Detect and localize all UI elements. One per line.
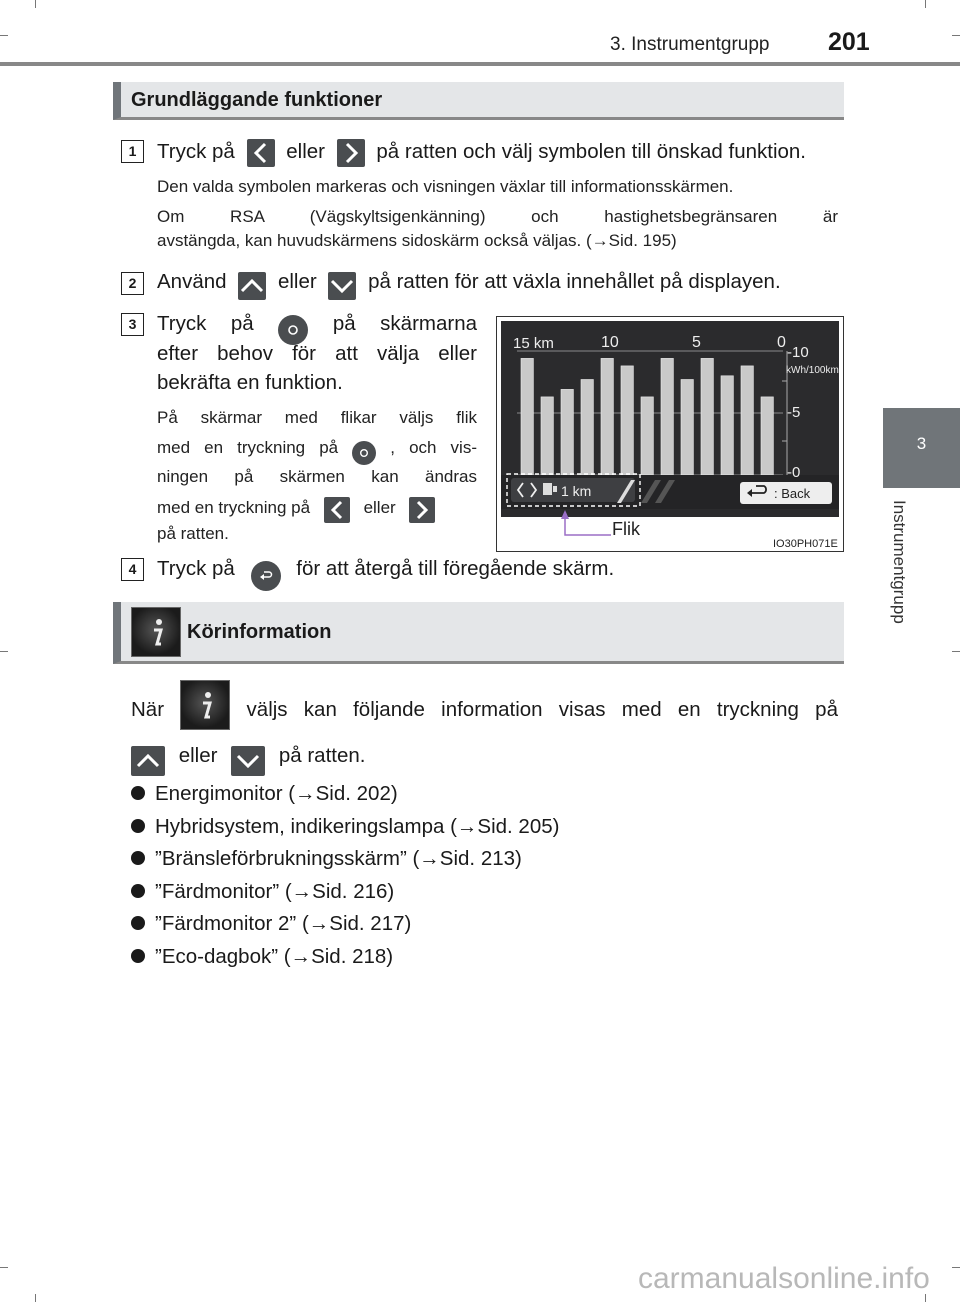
bullet-icon [131,786,145,800]
up-arrow-button-icon [238,272,266,300]
down-arrow-button-icon [231,746,265,776]
watermark: carmanualsonline.info [638,1262,930,1295]
callout-label: Flik [612,519,640,539]
chart-bar [521,358,533,475]
bullet-icon [131,949,145,963]
x-label-0: 0 [777,334,786,351]
chart-bar [581,380,593,476]
chapter-title: 3. Instrumentgrupp [610,34,770,55]
bullet-icon [131,884,145,898]
crop-mark [0,651,8,652]
up-arrow-button-icon [131,746,165,776]
left-arrow-button-icon [247,139,275,167]
crop-mark [925,0,926,8]
chart-bar [661,358,673,475]
crop-mark [952,1267,960,1268]
y-label: -0 [787,464,801,481]
section-bar-drive-info [113,602,844,664]
list-item: Hybridsystem, indikeringslampa (→Sid. 205) [131,815,559,839]
step-number: 3 [121,313,144,336]
chapter-tab: 3 [883,408,960,488]
chart-bar [761,397,773,475]
bullet-icon [131,916,145,930]
ok-button-icon [352,441,376,465]
right-arrow-button-icon [337,139,365,167]
section-title: Grundläggande funktioner [131,89,383,111]
chart-bar [621,366,633,475]
step3-note: med en tryckning på eller [157,497,435,523]
info-icon [131,607,181,657]
step3-text: efter behov för att välja eller [157,342,477,365]
page-number: 201 [828,28,870,56]
back-button-icon [251,561,281,591]
step3-text: bekräfta en funktion. [157,371,343,394]
step1-note: Om RSA (Vägskyltsigenkänning) och hastighetsbegränsaren är [157,207,838,226]
crop-mark [35,1294,36,1302]
ok-button-icon [278,315,308,345]
step1-note: avstängda, kan huvudskärmens sidoskärm också väljas. (→Sid. 195) [157,231,677,250]
step-number: 1 [121,140,144,163]
list-item: ”Bränsleförbrukningsskärm” (→Sid. 213) [131,847,522,871]
drive-info-intro: eller på ratten. [131,744,365,776]
chapter-tab-label: Instrumentgrupp [890,500,909,624]
display-figure [496,316,844,552]
x-label-15km: 15 km [513,335,554,352]
step-number: 2 [121,272,144,295]
crop-mark [0,35,8,36]
list-item: ”Färdmonitor 2” (→Sid. 217) [131,912,411,936]
chart-bar [741,366,753,475]
chart-bar [561,389,573,475]
chart-bar [601,358,613,475]
list-item: ”Eco-dagbok” (→Sid. 218) [131,945,393,969]
step3-note: ningen på skärmen kan ändras [157,467,477,486]
bullet-icon [131,851,145,865]
y-label: -5 [787,404,801,421]
step1-text: Tryck på eller på ratten och välj symbolen till önskad funktion. [157,139,806,167]
chart-bar [721,376,733,475]
unit-label: kWh/100km [786,365,839,376]
section-bar-basic [113,82,844,120]
step-number: 4 [121,558,144,581]
crop-mark [35,0,36,8]
crop-mark [0,1267,8,1268]
step3-note: på ratten. [157,524,229,543]
step3-note: På skärmar med flikar väljs flik [157,408,477,427]
y-label: -10 [787,344,809,361]
list-item: Energimonitor (→Sid. 202) [131,782,398,806]
step3-text: Tryck på på skärmarna [157,312,477,345]
fuel-pump-icon [543,483,552,495]
chart-bar [681,380,693,476]
chart-bar [701,358,713,475]
display-screen [497,317,843,551]
info-icon [180,680,230,730]
step2-text: Använd eller på ratten för att växla innehållet på displayen. [157,270,781,300]
x-label-5: 5 [692,334,701,351]
right-arrow-button-icon [409,497,435,523]
drive-info-intro: När väljs kan följande information visas med en tryckning på [131,680,838,738]
left-arrow-button-icon [324,497,350,523]
figure-code: IO30PH071E [773,538,838,550]
chart-bar [541,397,553,475]
bullet-icon [131,819,145,833]
step3-note: med en tryckning på , och vis- [157,438,477,465]
down-arrow-button-icon [328,272,356,300]
back-label: : Back [774,486,811,501]
step1-note: Den valda symbolen markeras och visningen växlar till informationsskärmen. [157,177,734,196]
tab-label: 1 km [561,483,592,499]
step4-text: Tryck på för att återgå till föregående skärm. [157,557,614,591]
crop-mark [952,651,960,652]
x-label-10: 10 [601,334,619,351]
chart-bar [641,397,653,475]
section-title: Körinformation [187,621,332,643]
list-item: ”Färdmonitor” (→Sid. 216) [131,880,394,904]
header-rule [0,62,960,66]
crop-mark [952,35,960,36]
